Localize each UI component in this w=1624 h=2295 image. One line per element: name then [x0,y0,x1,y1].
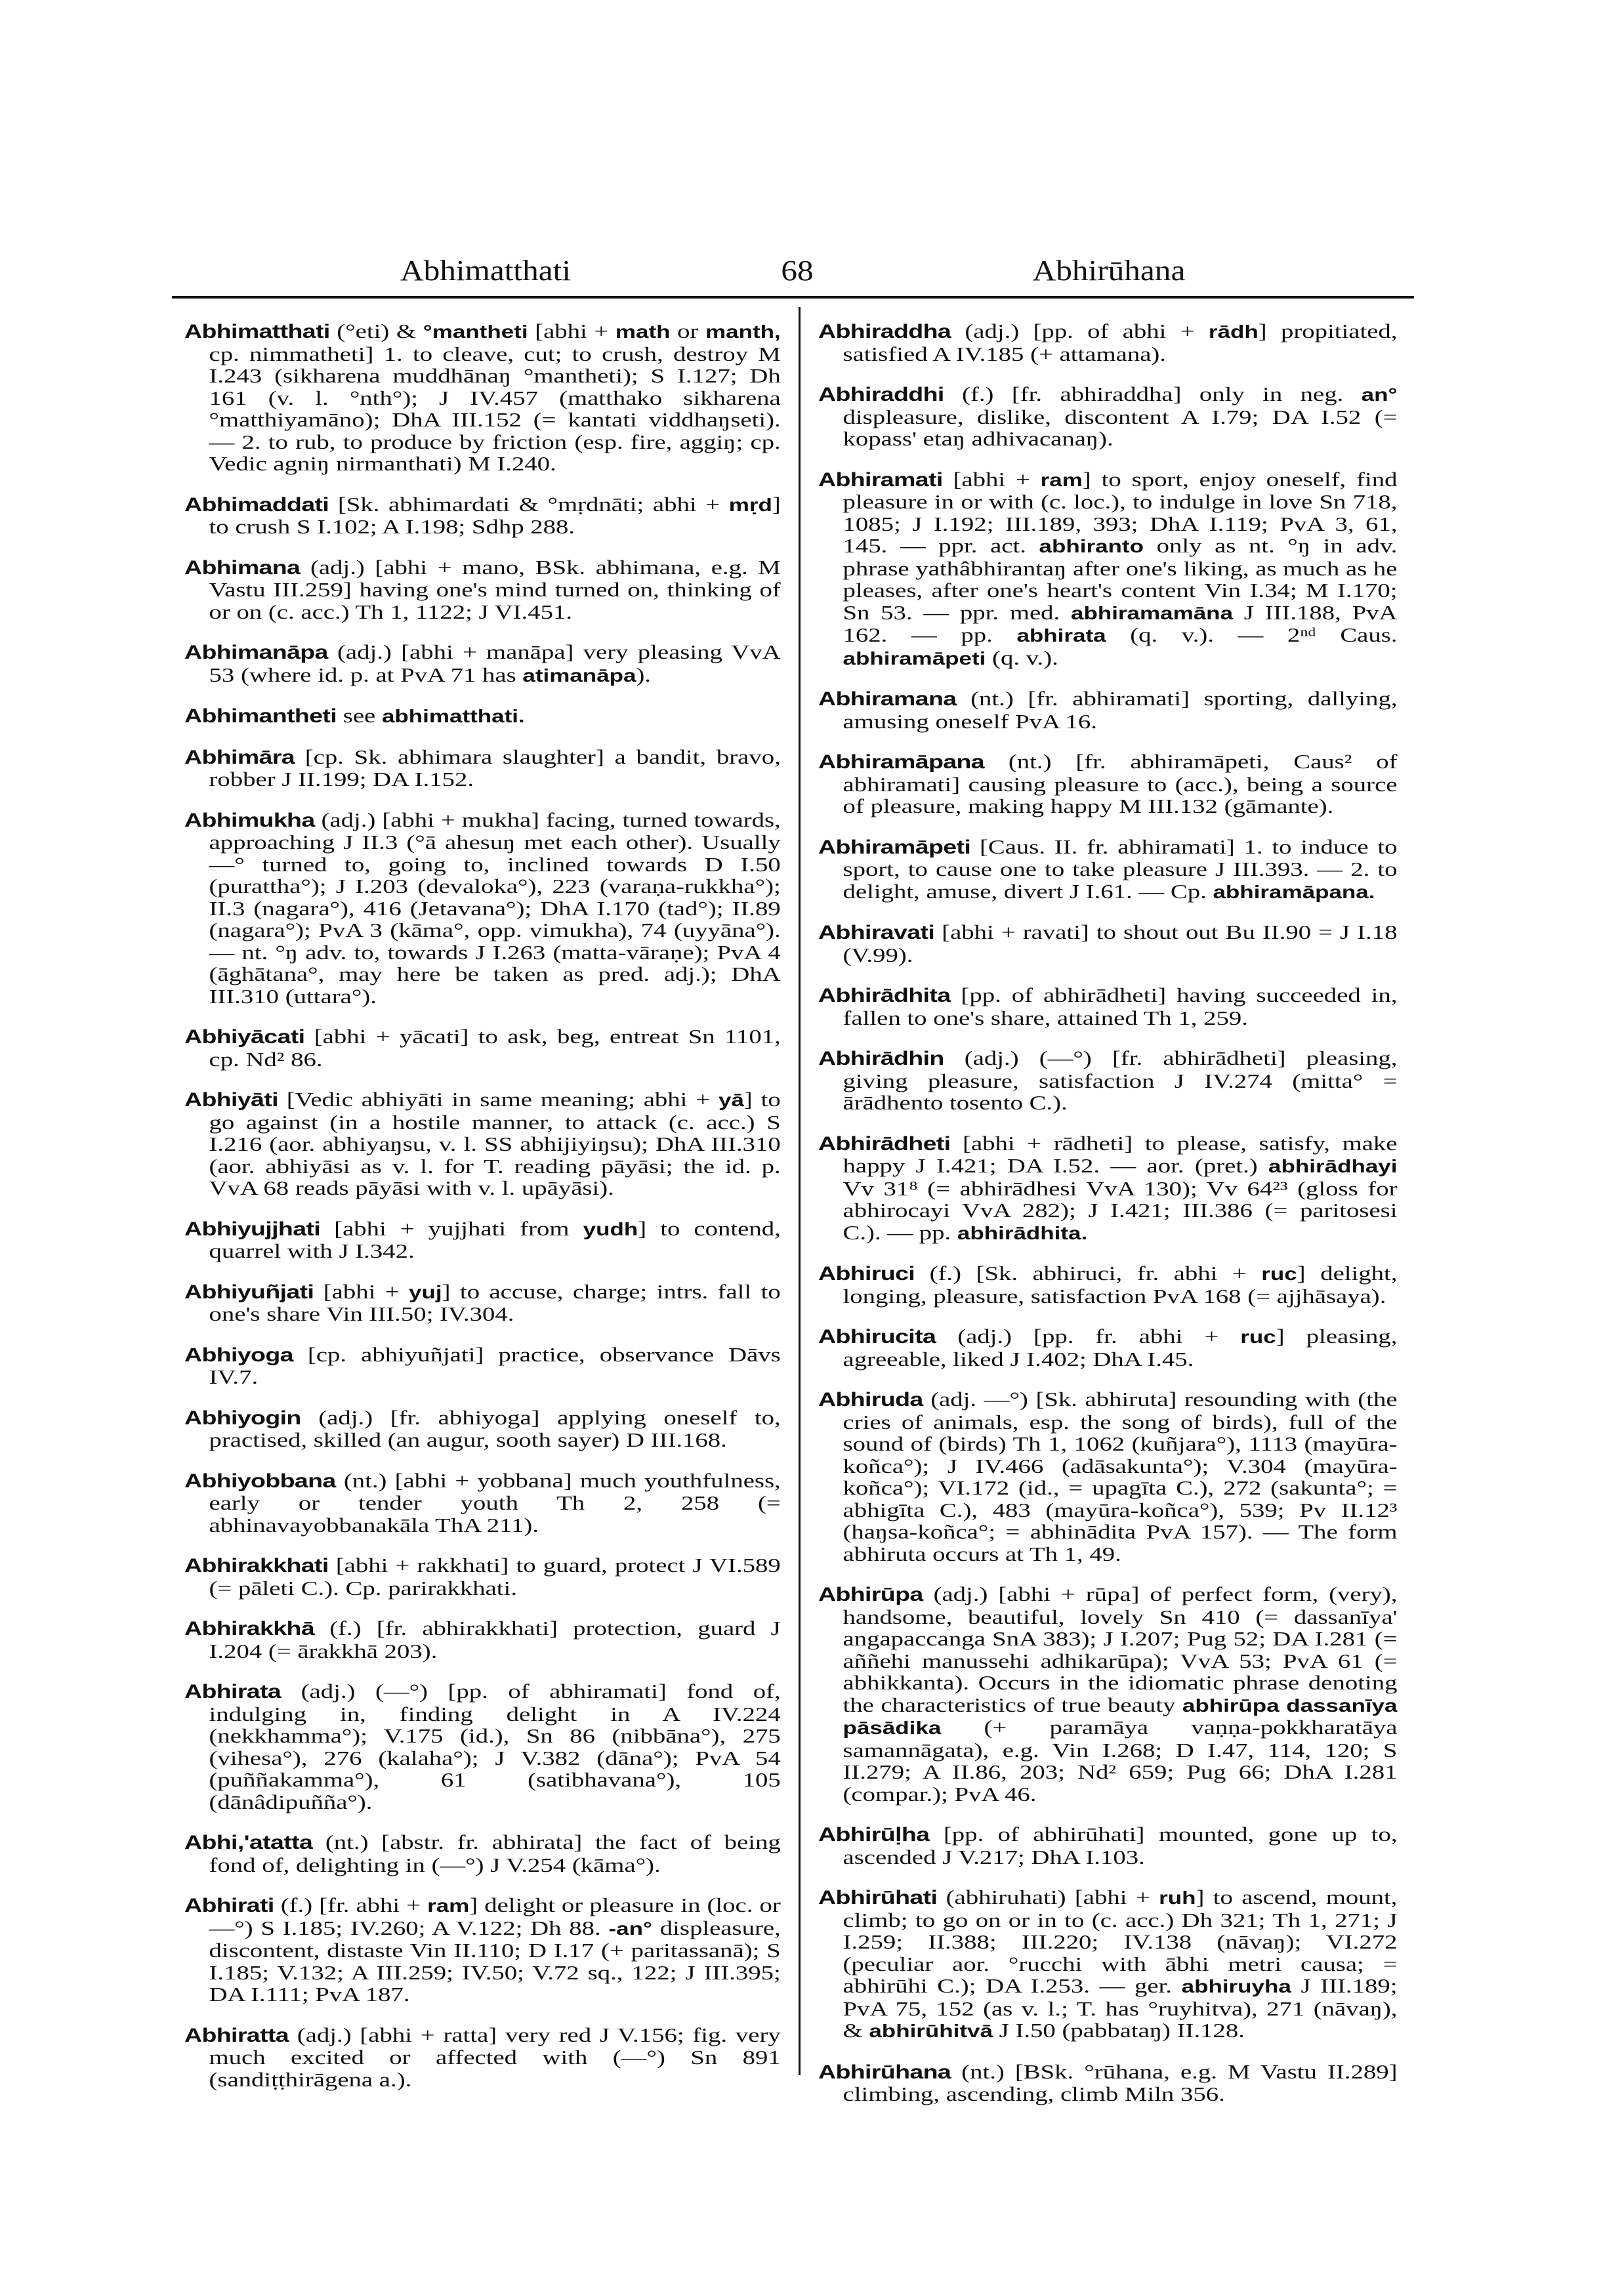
entry-text: [abhi + yujjhati from [334,1216,583,1240]
entry-text: (nt.) [abhi + yobbana] much youthfulness, early or tender youth Th 2, 258 (= abhinavayobbanakāla ThA 211). [209,1468,781,1537]
dictionary-entry [818,1583,1398,1805]
dictionary-entry [818,836,1398,903]
entry-headword: Abhirādhita [818,985,951,1006]
entry-bold-term: ram [427,1895,470,1916]
entry-headword: Abhiyujjhati [184,1218,321,1240]
dictionary-entry [818,1047,1398,1114]
dictionary-entry [184,1281,781,1325]
entry-bold-term: abhiramamāna [1070,602,1234,623]
dictionary-entry [184,641,781,686]
entry-text: (nt.) [BSk. °rūhana, e.g. M Vastu II.289] climbing, ascending, climb Miln 356. [843,2059,1398,2105]
entry-text: J I.50 (pabbataŋ) II.128. [992,2019,1245,2042]
left-column [184,320,781,2109]
entry-text: ] to crush S I.102; A I.198; Sdhp 288. [209,492,781,538]
entry-text: (adj.) (—°) [fr. abhirādheti] pleasing, giving pleasure, satisfaction J IV.274 (mitta° = ārādhento tosento C.). [843,1046,1398,1114]
entry-text: [abhi + [953,467,1041,491]
entry-headword: Abhirūpa [818,1584,923,1605]
entry-headword: Abhimukha [184,809,315,831]
entry-headword: Abhiramati [818,468,943,491]
entry-headword: Abhiraddha [818,321,951,342]
entry-headword: Abhiruci [818,1263,915,1285]
entry-text: (°eti) & [337,320,423,342]
entry-text: displeasure, dislike, discontent A I.79; DA I.52 (= kopass' etaŋ adhivacanaŋ). [843,405,1398,450]
entry-bold-term: atimanāpa [522,665,636,686]
entry-text: (adj.) [abhi + mano, BSk. abhimana, e.g. M Vastu III.259] having one's mind turned on, thinking of or on (c. acc.) Th 1, 1122; J VI.451. [209,555,781,623]
dictionary-entry [184,2024,781,2091]
entry-bold-term: mṛd [728,494,772,515]
entry-headword: Abhiruda [818,1389,923,1411]
dictionary-entry [818,751,1398,817]
entry-bold-term: ruh [1159,1888,1196,1908]
entry-text: (nt.) [fr. abhiramāpeti, Caus² of abhiramati] causing pleasure to (acc.), being a source of pleasure, making happy M III.132 (gāmante). [843,750,1398,817]
entry-text: [Vedic abhiyāti in same meaning; abhi + [286,1088,718,1111]
entry-text: (adj.) [abhi + mukha] facing, turned towards, approaching J II.3 (°ā ahesuŋ met each other). Usually —° turned to, going to, inclined towards D I.50 (purattha°); J I.203 (devaloka°), 223 (varaṇa-rukkha°); II.3 (nagara°), 416 (Jetavana°); DhA I.170 (tad°); II.89 (nagara°); PvA 3 (kāma°, opp. vimukha), 74 (uyyāna°). — nt. °ŋ adv. to, towards J I.263 (matta-vāraṇe); PvA 4 (āghātana°, may here be taken as pred. adj.); DhA III.310 (uttara°). [209,808,781,1008]
dictionary-entry [184,493,781,538]
right-column [818,320,1398,2124]
entry-headword: Abhiyāti [184,1089,278,1111]
entry-headword: Abhiramana [818,688,957,710]
dictionary-entry [818,1262,1398,1307]
entry-text: displeasure, discontent, distaste Vin II.110; D I.17 (+ paritassanā); S I.185; V.132; A III.259; IV.50; V.72 sq., 122; J III.395; DA I.111; PvA 187. [209,1916,781,2006]
entry-text: ] propitiated, satisfied A IV.185 (+ attamana). [843,320,1398,365]
entry-headword: Abhimana [184,556,301,579]
entry-text: [Caus. II. fr. abhiramati] 1. to induce to sport, to cause one to take pleasure J III.393. — 2. to delight, amuse, divert J I.61. — Cp. [843,835,1398,903]
entry-text: cp. nimmatheti] 1. to cleave, cut; to crush, destroy M I.243 (sikharena muddhānaŋ °mantheti); S I.127; Dh 161 (v. l. °nth°); J IV.457 (matthako sikharena °matthiyamāno); DhA III.152 (= kantati viddhaŋseti). — 2. to rub, to produce by friction (esp. fire, aggiŋ; cp. Vedic agniŋ nirmanthati) M I.240. [209,342,781,475]
entry-text: (adj.) [abhi + rūpa] of perfect form, (very), handsome, beautiful, lovely Sn 410 (= dassanīya' angapaccanga SnA 383); J I.207; Pug 52; DA I.281 (= aññehi manussehi adhikarūpa); VvA 53; PvA 61 (= abhikkanta). Occurs in the idiomatic phrase denoting the characteristics of true beauty [843,1582,1398,1716]
dictionary-entry [184,809,781,1008]
entry-text: ] to contend, quarrel with J I.342. [209,1216,781,1262]
entry-headword: Abhirakkhati [184,1555,329,1577]
dictionary-entry [184,556,781,623]
entry-text: [abhi + [528,320,615,342]
entry-text: (f.) [fr. abhirakkhati] protection, guard J I.204 (= ārakkhā 203). [209,1617,781,1663]
entry-headword: Abhimatthati [184,321,330,342]
dictionary-entry [818,2061,1398,2105]
running-head-left: Abhimatthati [400,255,572,287]
entry-text: ] pleasing, agreeable, liked J I.402; DhA I.45. [843,1325,1398,1371]
entry-headword: Abhimantheti [184,705,337,727]
entry-headword: Abhirūhati [818,1887,938,1909]
column-divider [799,307,801,2075]
entry-headword: Abhiratta [184,2024,289,2046]
dictionary-entry [184,1025,781,1070]
dictionary-entry [184,320,781,475]
running-head-right: Abhirūhana [1032,255,1186,287]
entry-headword: Abhiyācati [184,1026,305,1048]
entry-text: (q. v.). — 2ⁿᵈ Caus. [1106,623,1398,646]
entry-text: J III.189; PvA 75, 152 (as v. l.; T. has °ruyhitva), 271 (nāvaŋ), & [843,1974,1398,2042]
entry-headword: Abhirati [184,1895,274,1916]
entry-text: J III.188, PvA 162. — pp. [843,600,1398,646]
entry-text: (adj.) [abhi + manāpa] very pleasing VvA 53 (where id. p. at PvA 71 has [209,640,781,686]
entry-bold-term: -an° [608,1918,652,1939]
entry-text: ] to sport, enjoy oneself, find pleasure in or with (c. loc.), to indulge in love Sn 718, 1085; J I.192; III.189, 393; DhA I.119; PvA 3, 61, 145. — ppr. act. [843,467,1398,557]
page-number: 68 [781,255,814,287]
entry-headword: Abhiramāpeti [818,836,971,858]
entry-text: (f.) [Sk. abhiruci, fr. abhi + [929,1262,1262,1285]
entry-text: [abhi + yācati] to ask, beg, entreat Sn 1101, cp. Nd² 86. [209,1025,781,1071]
entry-bold-term: abhirādhita. [957,1222,1088,1243]
entry-text: (adj.) [pp. fr. abhi + [957,1325,1241,1348]
entry-headword: Abhirūhana [818,2061,951,2083]
dictionary-entry [818,984,1398,1029]
dictionary-entry [818,468,1398,670]
entry-headword: Abhirūḷha [818,1824,930,1846]
dictionary-entry [184,1894,781,2006]
entry-bold-term: ruc [1240,1327,1276,1347]
entry-text: (f.) [fr. abhi + [280,1893,428,1916]
entry-headword: Abhiravati [818,922,935,943]
entry-text: only as nt. °ŋ in adv. phrase yathâbhirantaŋ after one's liking, as much as he pleases, after one's heart's content Vin I.34; M I.170; Sn 53. — ppr. med. [843,534,1398,624]
dictionary-entry [184,1554,781,1599]
entry-headword: Abhimāra [184,746,295,768]
entry-headword: Abhirakkhā [184,1618,314,1640]
dictionary-entry [818,1886,1398,2042]
entry-text: [pp. of abhirūhati] mounted, gone up to, ascended J V.217; DhA I.103. [843,1823,1398,1869]
dictionary-entry [184,1218,781,1262]
entry-text: [abhi + rakkhati] to guard, protect J VI.589 (= pāleti C.). Cp. parirakkhati. [209,1554,781,1600]
entry-bold-term: ruc [1261,1264,1297,1284]
dictionary-entry [184,1344,781,1388]
dictionary-entry [184,1470,781,1537]
entry-headword: Abhirucita [818,1326,936,1348]
entry-bold-term: abhiramāpeti [843,648,986,669]
entry-text: or [670,320,706,342]
entry-text: [abhi + ravati] to shout out Bu II.90 = J I.18 (V.99). [843,920,1398,966]
entry-bold-term: yā [718,1090,744,1110]
entry-headword: Abhimaddati [184,493,329,516]
entry-headword: Abhiyoga [184,1344,293,1366]
entry-bold-term: abhiruyha [1181,1976,1291,1996]
entry-headword: Abhiyuñjati [184,1281,314,1303]
entry-text: ] delight, longing, pleasure, satisfaction PvA 168 (= ajjhāsaya). [843,1262,1398,1308]
dictionary-entry [184,1831,781,1876]
entry-text: [abhi + [323,1279,409,1303]
entry-text: Vv 31⁸ (= abhirādhesi VvA 130); Vv 64²³ (gloss for abhirocayi VvA 282); J I.421; III.386 (= paritosesi C.). — pp. [843,1176,1398,1244]
entry-bold-term: yudh [583,1218,638,1239]
entry-text: [cp. abhiyuñjati] practice, observance Dāvs IV.7. [209,1342,781,1388]
entry-headword: Abhiyogin [184,1407,301,1429]
entry-text: (adj.) [abhi + ratta] very red J V.156; fig. very much excited or affected with (—°) Sn 891 (sandiṭṭhirāgena a.). [209,2023,781,2091]
entry-text: (adj.) [fr. abhiyoga] applying oneself to, practised, skilled (an augur, sooth sayer) D III.168. [209,1405,781,1451]
entry-text: (q. v.). [986,646,1058,669]
entry-text: (adj.) (—°) [pp. of abhiramati] fond of, indulging in, finding delight in A IV.224 (nekkhamma°); V.175 (id.), Sn 86 (nibbāna°), 275 (vihesa°), 276 (kalaha°); J V.382 (dāna°); PvA 54 (puññakamma°), 61 (satibhavana°), 105 (dānâdipuñña°). [209,1680,781,1813]
entry-text: (adj.) [pp. of abhi + [965,320,1209,342]
entry-headword: Abhimanāpa [184,642,328,663]
dictionary-entry [818,383,1398,450]
dictionary-entry [184,705,781,728]
entry-bold-term: abhirādhayi [1268,1156,1398,1176]
entry-text: [pp. of abhirādheti] having succeeded in, fallen to one's share, attained Th 1, 259. [843,983,1398,1029]
dictionary-entry [818,921,1398,966]
entry-text: ] to go against (in a hostile manner, to attack (c. acc.) S I.216 (aor. abhiyaŋsu, v. l. SS abhijiyiŋsu); DhA III.310 (aor. abhiyāsi as v. l. for T. reading pāyāsi; the id. p. VvA 68 reads pāyāsi with v. l. upāyāsi). [209,1088,781,1199]
entry-headword: Abhiyobbana [184,1470,336,1492]
dictionary-entry [818,1132,1398,1245]
entry-text: [Sk. abhimardati & °mṛdnāti; abhi + [337,492,729,516]
entry-text: (nt.) [fr. abhiramati] sporting, dallying, amusing oneself PvA 16. [843,687,1398,733]
entry-text: [abhi + rādheti] to please, satisfy, make happy J I.421; DA I.52. — aor. (pret.) [843,1131,1398,1177]
dictionary-entry [818,688,1398,732]
entry-text: (f.) [fr. abhiraddha] only in neg. [962,382,1362,405]
entry-text: (adj. —°) [Sk. abhiruta] resounding with (the cries of animals, esp. the song of birds), full of the sound of (birds) Th 1, 1062 (kuñjara°), 1113 (mayūra-koñca°); J IV.466 (adāsakunta°); V.304 (mayūra-koñca°); VI.172 (id., = upagīta C.), 272 (sakunta°; = abhigīta C.), 483 (mayūra-koñca°), 539; Pv II.12³ (haŋsa-koñca°; = abhinādita PvA 157). — The form abhiruta occurs at Th 1, 49. [843,1388,1398,1565]
entry-text: (+ paramāya vaṇṇa-pokkharatāya samannāgata), e.g. Vin I.268; D I.47, 114, 120; S II.279; A II.86, 203; Nd² 659; Pug 66; DhA I.281 (compar.); PvA 46. [843,1716,1398,1806]
entry-headword: Abhirata [184,1681,281,1703]
entry-headword: Abhirādheti [818,1132,951,1155]
dictionary-entry [818,1388,1398,1565]
entry-text: see [343,704,382,727]
header-rule [172,296,1414,299]
dictionary-entry [184,1617,781,1662]
entry-text: ] delight or pleasure in (loc. or —°) S I.185; IV.260; A V.122; Dh 88. [209,1893,781,1939]
entry-text: ] to ascend, mount, climb; to go on or in to (c. acc.) Dh 321; Th 1, 271; J I.259; II.388; III.220; IV.138 (nāvaŋ); VI.272 (peculiar aor. °rucchi with ābhi metri causa; = abhirūhi C.); DA I.253. — ger. [843,1886,1398,1997]
entry-headword: Abhiramāpana [818,751,984,773]
dictionary-entry [184,1680,781,1813]
entry-bold-term: manth, [705,321,781,342]
entry-bold-term: ram [1040,469,1083,490]
entry-bold-term: °mantheti [423,321,528,342]
entry-text: [cp. Sk. abhimara slaughter] a bandit, bravo, robber J II.199; DA I.152. [209,745,781,791]
entry-bold-term: abhirūhitvā [869,2021,993,2041]
dictionary-entry [818,1823,1398,1868]
entry-text: (nt.) [abstr. fr. abhirata] the fact of being fond of, delighting in (—°) J V.254 (kāma°). [209,1830,781,1876]
entry-headword: Abhiraddhi [818,384,944,405]
entry-headword: Abhirādhin [818,1048,944,1069]
dictionary-entry [818,320,1398,365]
entry-bold-term: abhiramāpana. [1213,881,1375,902]
entry-bold-term: yuj [409,1281,442,1302]
entry-bold-term: abhiranto [1039,536,1144,556]
entry-bold-term: rādh [1208,321,1259,342]
entry-text: (abhiruhati) [abhi + [946,1886,1159,1909]
entry-bold-term: abhirata [1016,625,1106,646]
dictionary-entry [184,746,781,791]
entry-bold-term: an° [1361,384,1398,405]
dictionary-entry [184,1407,781,1451]
entry-bold-term: abhirūpa dassanīya pāsādika [843,1695,1398,1738]
entry-bold-term: abhimatthati. [381,706,525,726]
entry-bold-term: math [615,321,671,342]
dictionary-entry [184,1088,781,1199]
entry-text: ). [636,663,652,686]
entry-headword: Abhi,'atatta [184,1832,313,1853]
dictionary-entry [818,1325,1398,1370]
entry-text: ] to accuse, charge; intrs. fall to one's share Vin III.50; IV.304. [209,1279,781,1325]
